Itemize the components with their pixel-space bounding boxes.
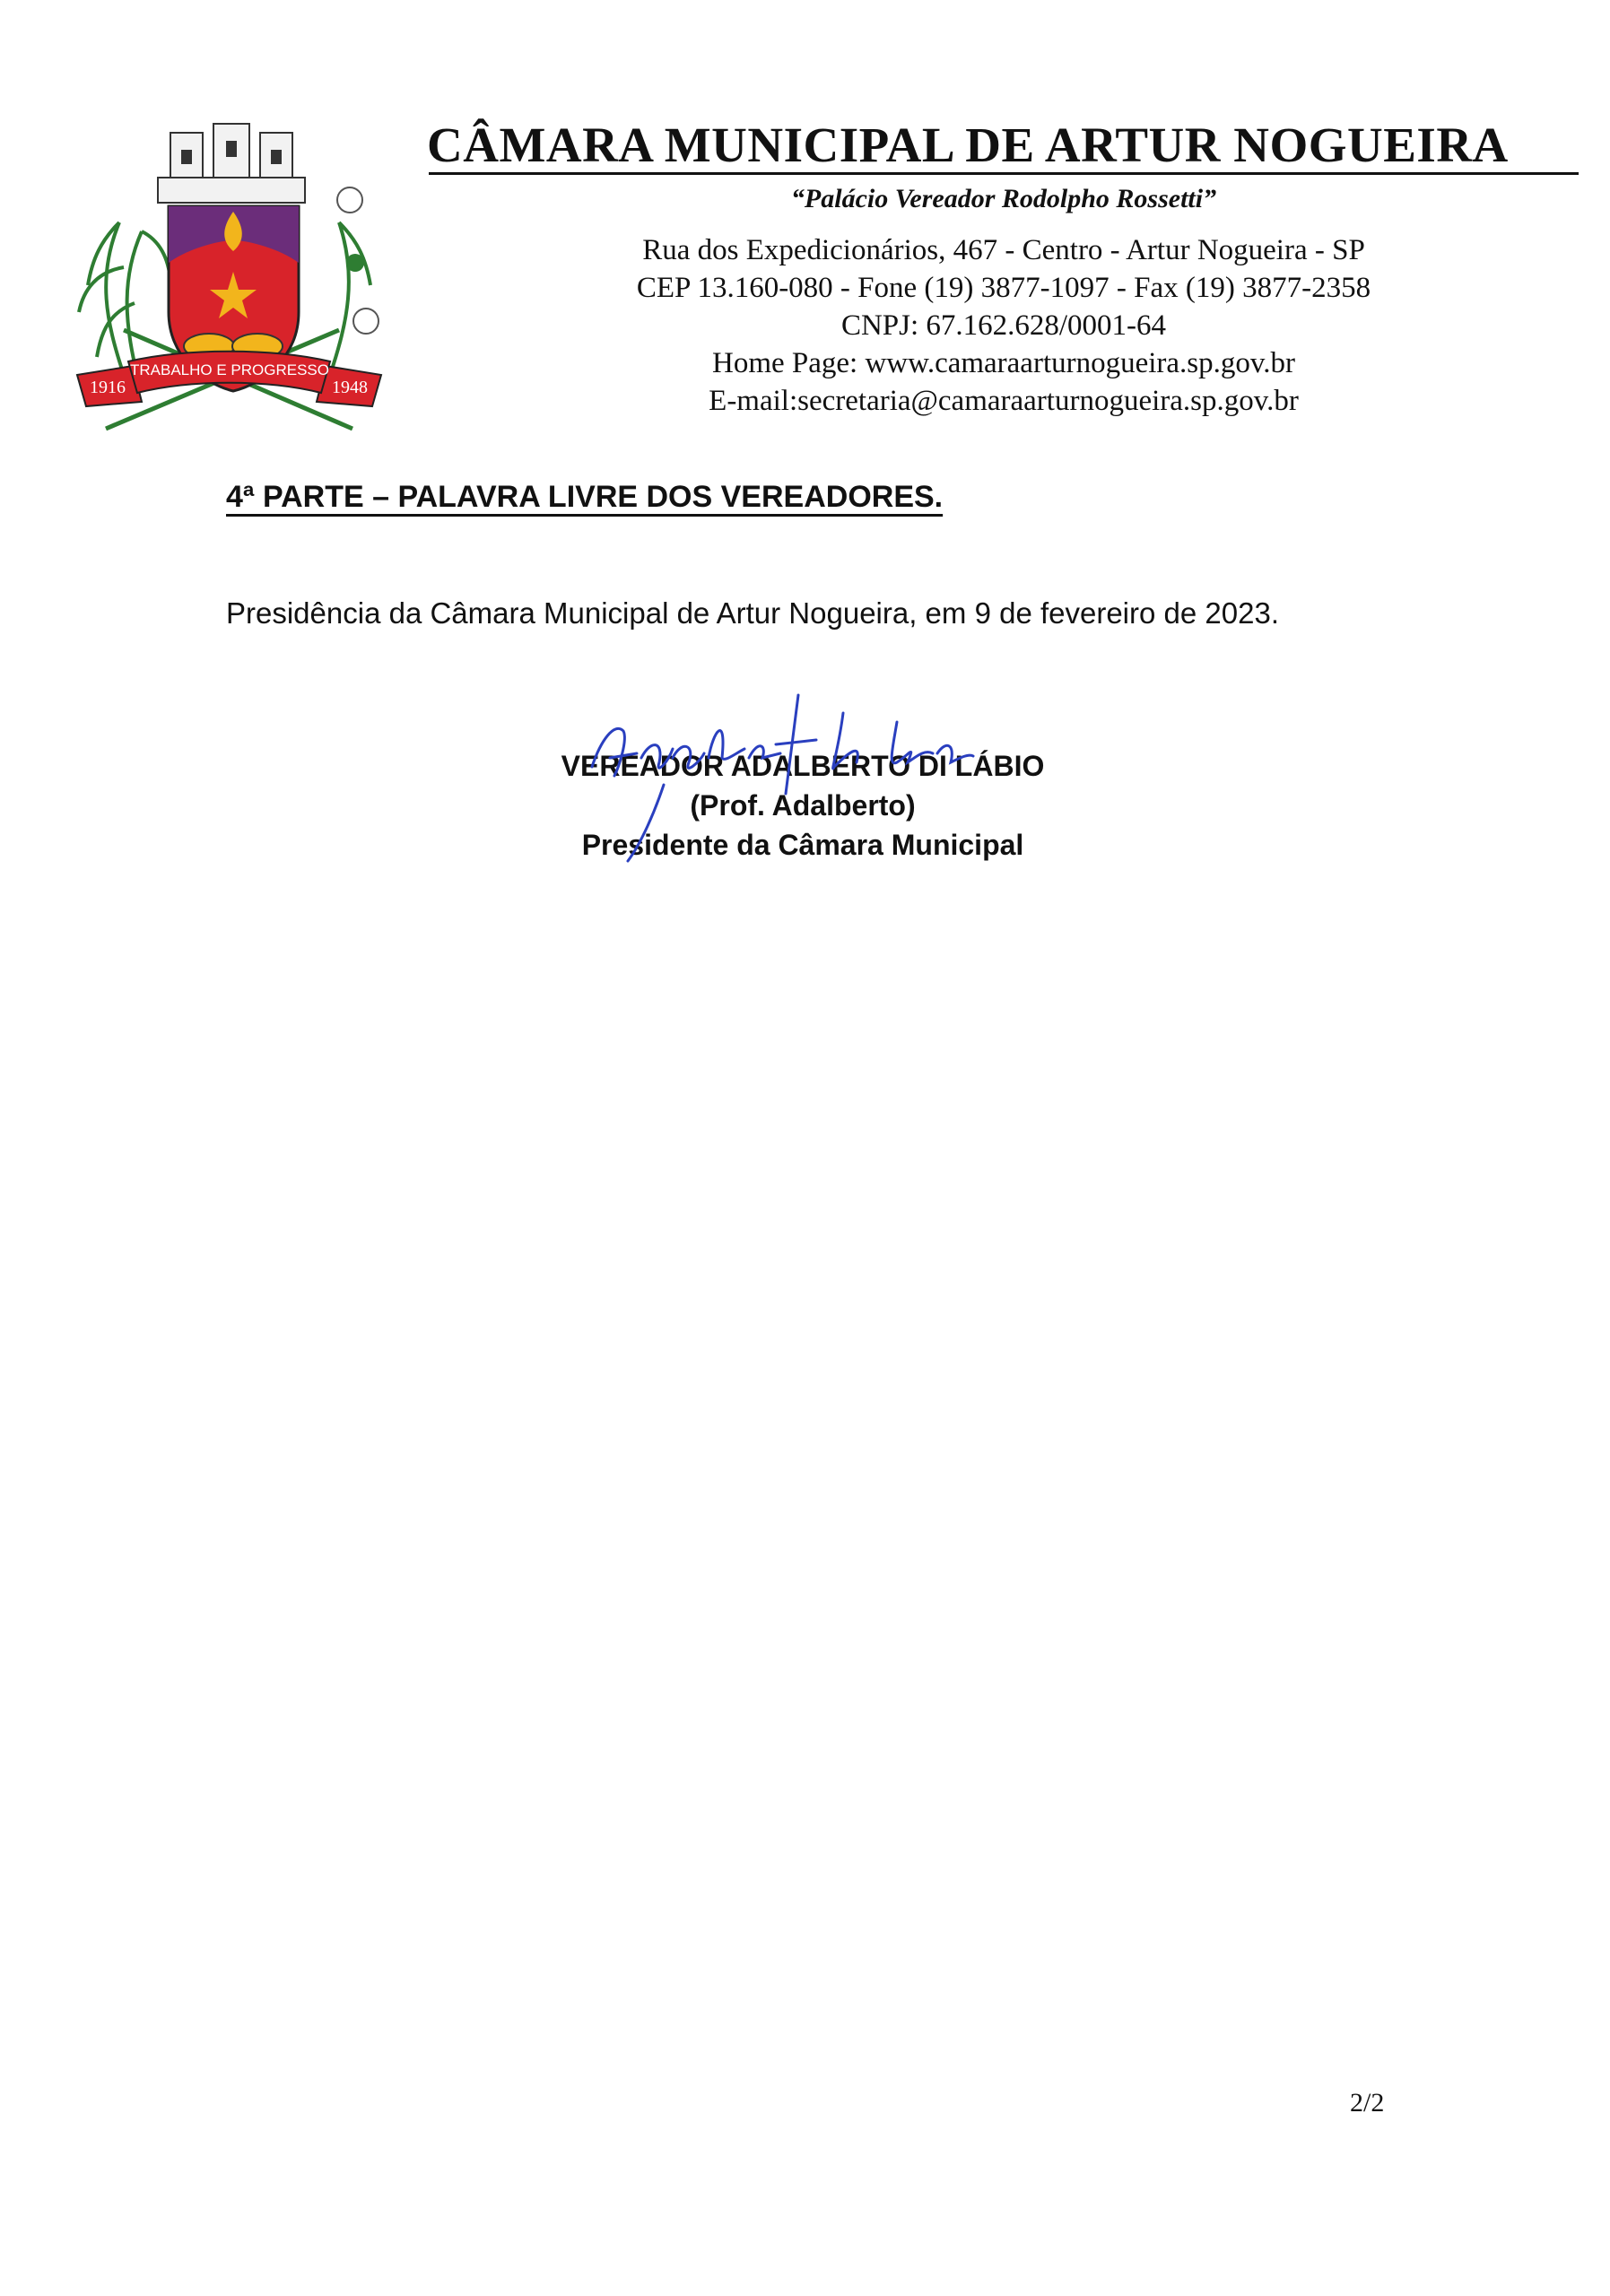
sugar-cane-icon (79, 222, 170, 375)
homepage-line: Home Page: www.camaraarturnogueira.sp.gov.br (712, 347, 1295, 379)
contact-block (429, 231, 1579, 420)
dateline: Presidência da Câmara Municipal de Artur Nogueira, em 9 de fevereiro de 2023. (226, 596, 1279, 630)
cotton-plant-icon (330, 187, 379, 375)
signer-name: VEREADOR ADALBERTO DI LÁBIO (561, 750, 1045, 782)
phone-line: CEP 13.160-080 - Fone (19) 3877-1097 - Fax (19) 3877-2358 (636, 272, 1371, 304)
mural-crown-icon (158, 124, 305, 203)
year-right: 1948 (332, 378, 368, 397)
year-left: 1916 (90, 378, 126, 397)
title-underline (429, 172, 1579, 175)
palace-subtitle: “Palácio Vereador Rodolpho Rossetti” (790, 184, 1217, 213)
handwritten-signature (574, 677, 1005, 865)
institution-title: CÂMARA MUNICIPAL DE ARTUR NOGUEIRA (427, 117, 1509, 172)
signer-role: Presidente da Câmara Municipal (581, 829, 1024, 861)
signer-nickname: (Prof. Adalberto) (690, 789, 916, 822)
coat-of-arms-logo (70, 106, 388, 438)
cnpj-line: CNPJ: 67.162.628/0001-64 (840, 309, 1167, 342)
section-title: 4ª PARTE – PALAVRA LIVRE DOS VEREADORES. (226, 480, 944, 514)
motto-text: TRABALHO E PROGRESSO (130, 361, 329, 378)
email-line: E-mail:secretaria@camaraarturnogueira.sp.gov.br (709, 385, 1299, 417)
page-number: 2/2 (1350, 2088, 1385, 2118)
address-line: Rua dos Expedicionários, 467 - Centro - Artur Nogueira - SP (642, 234, 1365, 266)
